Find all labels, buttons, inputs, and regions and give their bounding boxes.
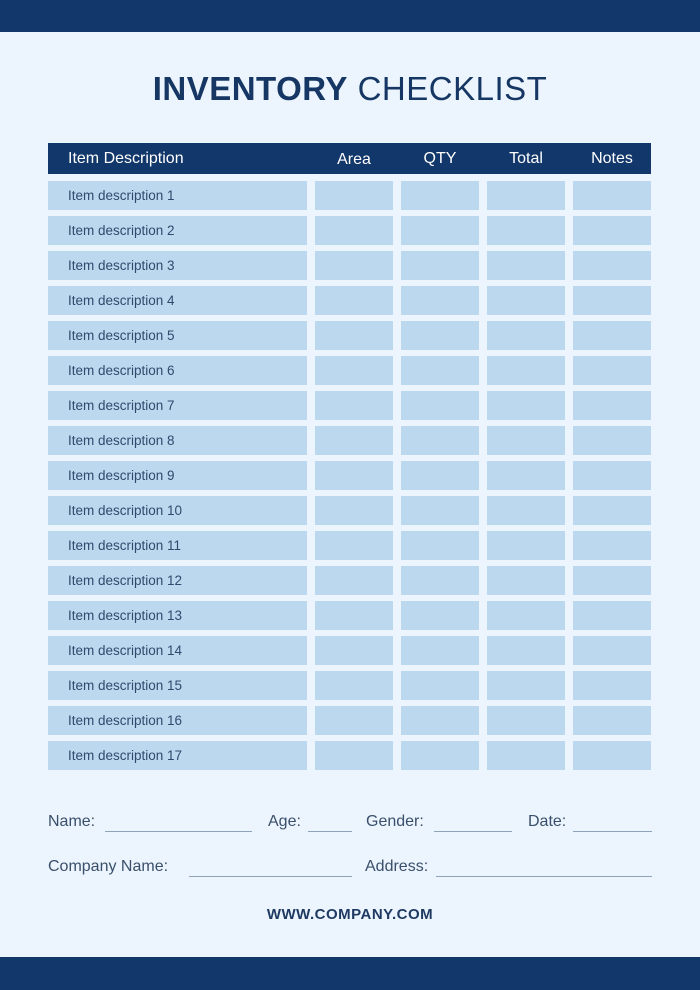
item-description-cell-text: Item description 15 xyxy=(68,678,183,693)
total-cell[interactable] xyxy=(487,321,565,350)
item-description-cell-text: Item description 7 xyxy=(68,398,175,413)
area-cell[interactable] xyxy=(315,601,393,630)
notes-cell[interactable] xyxy=(573,741,651,770)
qty-cell[interactable] xyxy=(401,566,479,595)
qty-cell[interactable] xyxy=(401,391,479,420)
item-description-cell xyxy=(48,706,307,735)
total-cell[interactable] xyxy=(487,251,565,280)
total-cell[interactable] xyxy=(487,566,565,595)
notes-cell[interactable] xyxy=(573,286,651,315)
qty-cell[interactable] xyxy=(401,706,479,735)
address-label: Address: xyxy=(365,858,429,875)
notes-cell[interactable] xyxy=(573,181,651,210)
total-cell[interactable] xyxy=(487,426,565,455)
area-cell[interactable] xyxy=(315,461,393,490)
item-description-cell xyxy=(48,496,307,525)
notes-cell[interactable] xyxy=(573,251,651,280)
notes-cell[interactable] xyxy=(573,566,651,595)
area-cell[interactable] xyxy=(315,671,393,700)
table-row xyxy=(48,321,651,350)
total-cell[interactable] xyxy=(487,181,565,210)
qty-cell[interactable] xyxy=(401,181,479,210)
total-cell[interactable] xyxy=(487,601,565,630)
area-cell[interactable] xyxy=(315,391,393,420)
bottom-banner xyxy=(0,957,700,990)
total-cell[interactable] xyxy=(487,706,565,735)
gender-label: Gender: xyxy=(366,813,424,830)
qty-cell[interactable] xyxy=(401,671,479,700)
item-description-cell xyxy=(48,216,307,245)
notes-cell[interactable] xyxy=(573,391,651,420)
total-cell[interactable] xyxy=(487,391,565,420)
item-description-cell xyxy=(48,391,307,420)
total-cell[interactable] xyxy=(487,461,565,490)
table-row xyxy=(48,671,651,700)
item-description-cell-text: Item description 1 xyxy=(68,188,175,203)
item-description-cell-text: Item description 16 xyxy=(68,713,183,728)
area-cell[interactable] xyxy=(315,531,393,560)
form-row-personal xyxy=(48,813,652,835)
notes-cell[interactable] xyxy=(573,601,651,630)
notes-cell[interactable] xyxy=(573,216,651,245)
name-label: Name: xyxy=(48,813,96,830)
item-description-cell-text: Item description 10 xyxy=(68,503,183,518)
table-row xyxy=(48,741,651,770)
table-row xyxy=(48,426,651,455)
notes-cell[interactable] xyxy=(573,671,651,700)
table-row xyxy=(48,531,651,560)
notes-cell[interactable] xyxy=(573,496,651,525)
area-cell[interactable] xyxy=(315,741,393,770)
gender-field[interactable] xyxy=(434,831,512,832)
table-row xyxy=(48,706,651,735)
qty-cell[interactable] xyxy=(401,426,479,455)
qty-cell[interactable] xyxy=(401,531,479,560)
column-header-notes: Notes xyxy=(591,150,633,167)
column-header-total: Total xyxy=(509,150,543,167)
notes-cell[interactable] xyxy=(573,636,651,665)
area-cell[interactable] xyxy=(315,496,393,525)
area-cell[interactable] xyxy=(315,216,393,245)
item-description-cell-text: Item description 4 xyxy=(68,293,175,308)
area-cell[interactable] xyxy=(315,356,393,385)
item-description-cell xyxy=(48,321,307,350)
item-description-cell-text: Item description 17 xyxy=(68,748,183,763)
total-cell[interactable] xyxy=(487,531,565,560)
item-description-cell-text: Item description 11 xyxy=(68,538,182,553)
total-cell[interactable] xyxy=(487,286,565,315)
item-description-cell xyxy=(48,601,307,630)
table-row xyxy=(48,601,651,630)
qty-cell[interactable] xyxy=(401,321,479,350)
title-light: CHECKLIST xyxy=(357,70,548,107)
total-cell[interactable] xyxy=(487,356,565,385)
date-field[interactable] xyxy=(573,831,652,832)
total-cell[interactable] xyxy=(487,216,565,245)
area-cell[interactable] xyxy=(315,181,393,210)
company-name-label: Company Name: xyxy=(48,858,169,875)
table-row xyxy=(48,286,651,315)
area-cell[interactable] xyxy=(315,636,393,665)
notes-cell[interactable] xyxy=(573,531,651,560)
qty-cell[interactable] xyxy=(401,461,479,490)
item-description-cell xyxy=(48,566,307,595)
qty-cell[interactable] xyxy=(401,601,479,630)
table-row xyxy=(48,181,651,210)
notes-cell[interactable] xyxy=(573,706,651,735)
table-header xyxy=(48,143,651,174)
item-description-cell-text: Item description 8 xyxy=(68,433,175,448)
page-title xyxy=(0,70,700,108)
column-header-area: Area xyxy=(337,151,371,168)
top-banner xyxy=(0,0,700,32)
qty-cell[interactable] xyxy=(401,636,479,665)
form-row-company xyxy=(48,858,652,880)
table-row xyxy=(48,566,651,595)
table-row xyxy=(48,251,651,280)
area-cell[interactable] xyxy=(315,706,393,735)
name-field[interactable] xyxy=(105,831,252,832)
total-cell[interactable] xyxy=(487,671,565,700)
item-description-cell-text: Item description 6 xyxy=(68,363,175,378)
total-cell[interactable] xyxy=(487,496,565,525)
item-description-cell xyxy=(48,671,307,700)
area-cell[interactable] xyxy=(315,426,393,455)
item-description-cell xyxy=(48,356,307,385)
area-cell[interactable] xyxy=(315,251,393,280)
notes-cell[interactable] xyxy=(573,426,651,455)
area-cell[interactable] xyxy=(315,566,393,595)
item-description-cell xyxy=(48,531,307,560)
age-label: Age: xyxy=(268,813,301,830)
qty-cell[interactable] xyxy=(401,741,479,770)
item-description-cell-text: Item description 14 xyxy=(68,643,183,658)
column-header-qty: QTY xyxy=(423,150,457,167)
item-description-cell xyxy=(48,426,307,455)
notes-cell[interactable] xyxy=(573,356,651,385)
table-row xyxy=(48,391,651,420)
table-row xyxy=(48,636,651,665)
item-description-cell-text: Item description 9 xyxy=(68,468,175,483)
item-description-cell xyxy=(48,741,307,770)
area-cell[interactable] xyxy=(315,286,393,315)
item-description-cell-text: Item description 12 xyxy=(68,573,183,588)
qty-cell[interactable] xyxy=(401,216,479,245)
item-description-cell-text: Item description 3 xyxy=(68,258,175,273)
table-row xyxy=(48,496,651,525)
qty-cell[interactable] xyxy=(401,356,479,385)
column-header-item-description: Item Description xyxy=(68,150,184,167)
table-body xyxy=(48,181,651,776)
title-bold: INVENTORY xyxy=(152,70,348,107)
qty-cell[interactable] xyxy=(401,251,479,280)
date-label: Date: xyxy=(528,813,567,830)
total-cell[interactable] xyxy=(487,636,565,665)
item-description-cell xyxy=(48,251,307,280)
company-name-field[interactable] xyxy=(189,876,352,877)
qty-cell[interactable] xyxy=(401,286,479,315)
item-description-cell-text: Item description 5 xyxy=(68,328,175,343)
total-cell[interactable] xyxy=(487,741,565,770)
item-description-cell-text: Item description 2 xyxy=(68,223,175,238)
table-row xyxy=(48,461,651,490)
table-row xyxy=(48,356,651,385)
notes-cell[interactable] xyxy=(573,321,651,350)
item-description-cell xyxy=(48,181,307,210)
item-description-cell xyxy=(48,461,307,490)
table-row xyxy=(48,216,651,245)
area-cell[interactable] xyxy=(315,321,393,350)
age-field[interactable] xyxy=(308,831,352,832)
item-description-cell xyxy=(48,636,307,665)
address-field[interactable] xyxy=(436,876,652,877)
item-description-cell xyxy=(48,286,307,315)
item-description-cell-text: Item description 13 xyxy=(68,608,183,623)
qty-cell[interactable] xyxy=(401,496,479,525)
website-url: WWW.COMPANY.COM xyxy=(266,906,434,923)
notes-cell[interactable] xyxy=(573,461,651,490)
